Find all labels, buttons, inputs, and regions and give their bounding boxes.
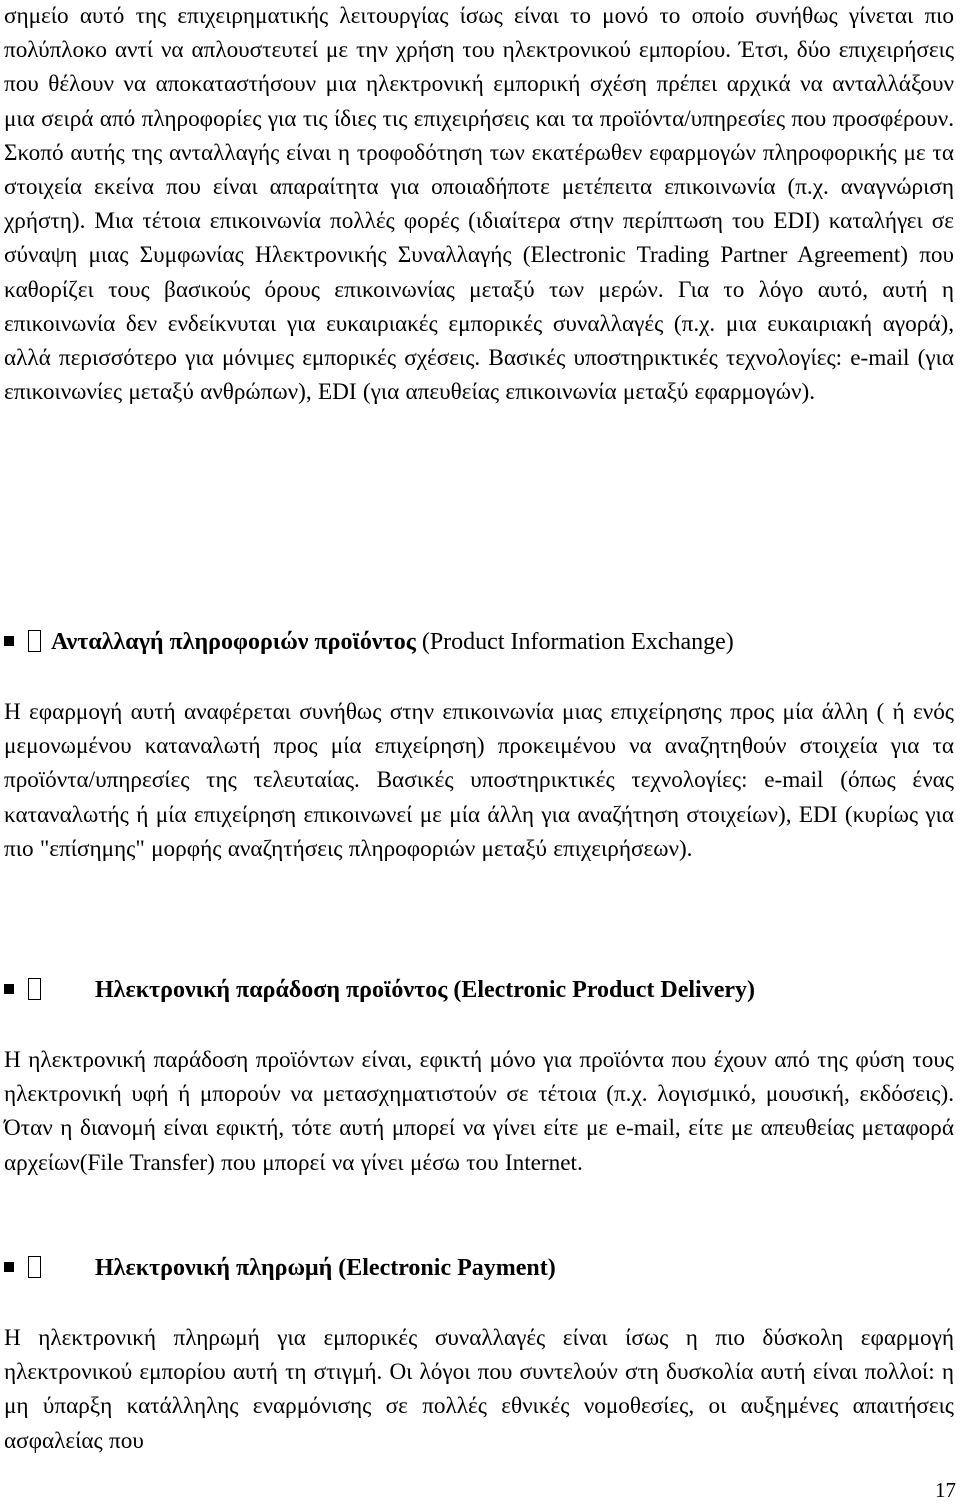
missing-glyph-icon [28,978,41,1000]
section-heading-electronic-product-delivery [4,973,755,1007]
section-body-electronic-product-delivery: Η ηλεκτρονική παράδοση προϊόντων είναι, εφικτή μόνο για προϊόντα που έχουν από της φύση τους ηλεκτρονική υφή ή μπορούν να μετασχηματιστούν σε τέτοια (π.χ. λογισμικό, μουσική, εκδόσεις). Όταν η διανομή είναι εφικτή, τότε αυτή μπορεί να γίνει είτε με e-mail, είτε με απευθείας μεταφορά αρχείων(File Transfer) που μπορεί να γίνει μέσω του Internet. [4,1047,954,1176]
missing-glyph-icon [28,1256,41,1278]
section-heading-text: Ανταλλαγή πληροφοριών προϊόντος [51,629,416,655]
section-heading-electronic-payment [4,1251,556,1285]
section-heading-english: (Electronic Payment) [338,1255,556,1281]
missing-glyph-icon [28,630,41,652]
square-bullet-icon [4,984,14,994]
section-heading-text: Ηλεκτρονική παράδοση προϊόντος [95,977,448,1003]
section-heading-text: Ηλεκτρονική πληρωμή [95,1255,333,1281]
section-heading-english: (Electronic Product Delivery) [453,977,756,1003]
section-heading-english: (Product Information Exchange) [421,629,734,655]
page-number: 17 [935,1478,956,1502]
square-bullet-icon [4,636,14,646]
section-heading-product-information-exchange [4,625,734,659]
section-body-product-information-exchange: Η εφαρμογή αυτή αναφέρεται συνήθως στην επικοινωνία μιας επιχείρησης προς μία άλλη ( ή ενός μεμονωμένου καταναλωτή προς μία επιχείρηση) προκειμένου να αναζητηθούν στοιχεία για τα προϊόντα/υπηρεσίες της τελευταίας. Βασικές υποστηρικτικές τεχνολογίες: e-mail (όπως ένας καταναλωτής ή μία επιχείρηση επικοινωνεί με μία άλλη για αναζήτηση στοιχείων), EDI (κυρίως για πιο "επίσημης" μορφής αναζητήσεις πληροφοριών μεταξύ επιχειρήσεων). [4,699,954,862]
square-bullet-icon [4,1262,14,1272]
intro-paragraph: σημείο αυτό της επιχειρηματικής λειτουργίας ίσως είναι το μονό το οποίο συνήθως γίνεται πιο πολύπλοκο αντί να απλουστευτεί με την χρήση του ηλεκτρονικού εμπορίου. Έτσι, δύο επιχειρήσεις που θέλουν να αποκαταστήσουν μια ηλεκτρονική εμπορική σχέση πρέπει αρχικά να ανταλλάξουν μια σειρά από πληροφορίες για τις ίδιες τις επιχειρήσεις και τα προϊόντα/υπηρεσίες που προσφέρουν. Σκοπό αυτής της ανταλλαγής είναι η τροφοδότηση των εκατέρωθεν εφαρμογών πληροφορικής με τα στοιχεία εκείνα που είναι απαραίτητα για οποιαδήποτε μετέπειτα επικοινωνία (π.χ. αναγνώριση χρήστη). Μια τέτοια επικοινωνία πολλές φορές (ιδιαίτερα στην περίπτωση του EDI) καταλήγει σε σύναψη μιας Συμφωνίας Ηλεκτρονικής Συναλλαγής (Electronic Trading Partner Agreement) που καθορίζει τους βασικούς όρους επικοινωνίας μεταξύ των μερών. Για το λόγο αυτό, αυτή η επικοινωνία δεν ενδείκνυται για ευκαιριακές εμπορικές συναλλαγές (π.χ. μια ευκαιριακή αγορά), αλλά περισσότερο για μόνιμες εμπορικές σχέσεις. Βασικές υποστηρικτικές τεχνολογίες: e-mail (για επικοινωνίες μεταξύ ανθρώπων), EDI (για απευθείας επικοινωνία μεταξύ εφαρμογών). [4,3,954,406]
section-body-electronic-payment: Η ηλεκτρονική πληρωμή για εμπορικές συναλλαγές είναι ίσως η πιο δύσκολη εφαρμογή ηλεκτρονικού εμπορίου αυτή τη στιγμή. Οι λόγοι που συντελούν στη δυσκολία αυτή είναι πολλοί: η μη ύπαρξη κατάλληλης εναρμόνισης σε πολλές εθνικές νομοθεσίες, οι αυξημένες απαιτήσεις ασφαλείας που [4,1325,954,1454]
